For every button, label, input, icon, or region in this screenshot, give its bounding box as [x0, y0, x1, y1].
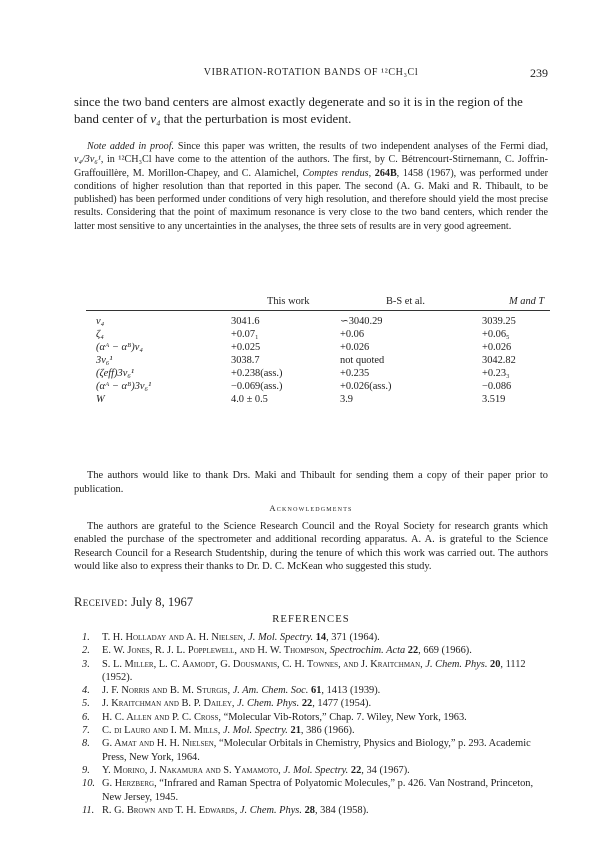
- intro-text-2: that the perturbation is most evident.: [160, 112, 352, 126]
- ref-number: 8.: [82, 738, 90, 750]
- ref-rest: “Molecular Orbitals in Chemistry, Physics and Biology,” p. 293. Academic Press, New York, 1964.: [102, 738, 531, 763]
- ref-rest: , 371 (1964).: [326, 632, 380, 643]
- note-journal: Comptes rendus: [302, 167, 369, 179]
- header-bs-et-al: B-S et al.: [386, 296, 425, 307]
- ref-rest: , 669 (1966).: [418, 645, 472, 657]
- fermi-diad: ν₄/3ν₆¹: [74, 154, 101, 166]
- value-cell: +0.025: [231, 342, 261, 353]
- ref-rest: “Molecular Vib-Rotors,” Chap. 7. Wiley, New York, 1963.: [220, 711, 467, 723]
- param-cell: 3ν₆¹: [96, 355, 113, 366]
- reference-item: [74, 804, 548, 817]
- table-row: [96, 341, 550, 354]
- ref-authors: J. Kraitchman and B. P. Dailey,: [102, 698, 235, 710]
- ref-authors: C. di Lauro and I. M. Mills,: [102, 725, 221, 737]
- references-heading: REFERENCES: [272, 614, 350, 625]
- table-row: [96, 393, 550, 406]
- header-this-work: This work: [267, 296, 310, 307]
- value-cell: +0.06₅: [482, 329, 510, 340]
- ref-rest: “Infrared and Raman Spectra of Polyatomic Molecules,” p. 426. Van Nostrand, Princeton, New Jersey, 1945.: [102, 778, 534, 803]
- param-cell: (αᴬ − αᴮ)3ν₆¹: [96, 381, 152, 392]
- param-cell: W: [96, 394, 105, 405]
- running-header: [74, 67, 548, 83]
- ref-journal: J. Chem. Phys.: [237, 698, 300, 710]
- thanks-paragraph: The authors would like to thank Drs. Maki and Thibault for sending them a copy of their paper prior to publication.: [74, 470, 548, 495]
- ref-journal: J. Chem. Phys.: [239, 804, 302, 816]
- ref-authors: R. G. Brown and T. H. Edwards,: [102, 804, 238, 816]
- table-row: [96, 367, 550, 380]
- ref-journal: J. Mol. Spectry.: [248, 632, 314, 643]
- ref-volume: 21: [290, 725, 301, 737]
- ref-journal: J. Mol. Spectry.: [283, 764, 349, 776]
- ref-authors: Y. Morino, J. Nakamura and S. Yamamoto,: [102, 764, 281, 776]
- value-cell: ∽3040.29: [340, 316, 383, 327]
- ref-authors: G. Amat and H. H. Nielsen,: [102, 738, 217, 750]
- value-cell: +0.235: [340, 368, 370, 379]
- note-volume: 264B: [374, 167, 397, 179]
- ref-number: 6.: [82, 711, 90, 723]
- reference-item: [74, 711, 548, 724]
- reference-item: [74, 631, 548, 644]
- header-m-and-t: M and T: [509, 296, 545, 307]
- ref-volume: 61: [311, 685, 322, 697]
- ref-rest: , 384 (1958).: [314, 804, 369, 816]
- value-cell: +0.06: [340, 329, 365, 340]
- received-label: Received:: [74, 595, 128, 609]
- ref-rest: , 1477 (1954).: [312, 698, 372, 710]
- intro-paragraph: [74, 94, 548, 128]
- note-added-in-proof: Note added in proof. Since this paper was written, the results of two independent analyses of the Fermi diad, ν₄/3ν₆¹, in ¹²CH₃Cl have come to the attention of the authors. The first, by C. Bétrencourt-Stirnemann, C. Joffrin-Graffouillère, M. Morillon-Chapey, and C. Alamichel, Comptes rendus, 264B, 1458 (1967), was performed under conditions of higher resolution than that reported in this paper. The second (A. G. Maki and R. Thibault, to be published) has been performed under conditions of very high resolution, and therefore should yield the most precise results. Considering that the point of maximum resonance is very close to the two band centers, which render the latter most sensitive to any uncertainties in the analyses, the three sets of results are in very good agreement.: [74, 141, 548, 232]
- value-cell: 3038.7: [231, 355, 260, 366]
- page-number: 239: [530, 66, 548, 80]
- reference-item: [74, 658, 548, 685]
- ref-number: 9.: [82, 764, 90, 776]
- table-row: [96, 354, 550, 367]
- ref-number: 4.: [82, 685, 90, 697]
- value-cell: 3042.82: [482, 355, 516, 366]
- value-cell: +0.23₃: [482, 368, 510, 379]
- acknowledgments-heading: Acknowledgments: [269, 503, 353, 513]
- received-line: [74, 595, 193, 610]
- reference-item: [74, 777, 548, 804]
- received-date: July 8, 1967: [131, 595, 194, 609]
- ref-journal: J. Mol. Spectry.: [222, 725, 288, 737]
- ref-authors: G. Herzberg,: [102, 778, 157, 790]
- table-header: [96, 296, 550, 310]
- note-text-3: , 1458 (1967), was performed under conditions of higher resolution than that reported in this paper. The second (A. G. Maki and R. Thibault, to be published) has been performed under conditions of very high resolution, and therefore should yield the most precise results. Considering that the point of maximum resonance is very close to the two band centers, which render the latter most sensitive to any uncertainties in the analyses, the three sets of results are in very good agreement.: [74, 167, 548, 232]
- acknowledgments-text: The authors are grateful to the Science Research Council and the Royal Society for research grants which enabled the purchase of the spectrometer and additional recording apparatus. A. A. is grateful to the Science Research Council for a Research Studentship, during the tenure of which this work was carried out. The authors would like also to express their thanks to Dr. D. C. McKean who suggested this study.: [74, 521, 548, 573]
- param-cell: (αᴬ − αᴮ)ν₄: [96, 342, 143, 353]
- value-cell: −0.069(ass.): [231, 381, 283, 392]
- value-cell: 3.519: [482, 394, 506, 405]
- ref-volume: 28: [304, 804, 315, 816]
- ref-number: 1.: [82, 632, 90, 643]
- table-row: [96, 328, 550, 341]
- ref-volume: 20: [490, 658, 501, 670]
- ref-number: 3.: [82, 658, 90, 670]
- ref-volume: 14: [315, 632, 327, 643]
- value-cell: 3.9: [340, 394, 353, 405]
- value-cell: +0.026: [482, 342, 512, 353]
- ref-rest: , 1413 (1939).: [321, 685, 381, 697]
- table-rule: [86, 310, 550, 311]
- param-cell: ν₄: [96, 316, 105, 327]
- ref-number: 11.: [82, 804, 95, 816]
- ref-journal: J. Am. Chem. Soc.: [232, 685, 309, 697]
- reference-item: [74, 697, 548, 710]
- reference-item: [74, 724, 548, 737]
- note-text-2: , in ¹²CH₃Cl have come to the attention of the authors. The first, by C. Bétrencourt-Stirnemann, C. Joffrin-Graffouillère, M. Morillon-Chapey, and C. Alamichel,: [74, 154, 548, 179]
- value-cell: 4.0 ± 0.5: [231, 394, 268, 405]
- value-cell: +0.026: [340, 342, 370, 353]
- intro-text-1: since the two band centers are almost exactly degenerate and so it is in the region of the band center of: [74, 95, 523, 126]
- ref-number: 5.: [82, 698, 90, 710]
- value-cell: +0.07₁: [231, 329, 259, 340]
- value-cell: −0.086: [482, 381, 512, 392]
- reference-item: [74, 684, 548, 697]
- param-cell: ζ₄: [96, 329, 104, 340]
- ref-authors: E. W. Jones, R. J. L. Popplewell, and H. W. Thompson,: [102, 645, 327, 657]
- ref-journal: Spectrochim. Acta: [329, 645, 406, 657]
- ref-journal: J. Chem. Phys.: [425, 658, 488, 670]
- param-cell: (ζeff)3ν₆¹: [96, 368, 135, 379]
- ref-volume: 22: [301, 698, 313, 710]
- ref-rest: , 386 (1966).: [300, 725, 355, 737]
- ref-number: 10.: [82, 778, 95, 790]
- note-text-1: Since this paper was written, the results of two independent analyses of the Fermi diad,: [174, 141, 548, 152]
- ref-volume: 22: [350, 764, 362, 776]
- nu4-symbol: ν₄: [150, 112, 161, 126]
- value-cell: 3041.6: [231, 316, 260, 327]
- ref-volume: 22: [407, 645, 419, 657]
- ref-number: 2.: [82, 645, 90, 657]
- value-cell: +0.238(ass.): [231, 368, 283, 379]
- running-title: VIBRATION-ROTATION BANDS OF ¹²CH₃Cl: [203, 67, 419, 78]
- note-label: Note added in proof.: [87, 141, 175, 152]
- reference-item: [74, 644, 548, 657]
- ref-authors: J. F. Norris and B. M. Sturgis,: [102, 685, 231, 697]
- ref-rest: , 34 (1967).: [361, 764, 410, 776]
- table-row: [96, 380, 550, 393]
- ref-authors: H. C. Allen and P. C. Cross,: [102, 711, 221, 723]
- ref-authors: T. H. Holladay and A. H. Nielsen,: [102, 632, 246, 643]
- reference-item: [74, 737, 548, 764]
- reference-list: [74, 631, 548, 817]
- ref-rest: , 1112 (1952).: [102, 658, 526, 683]
- value-cell: not quoted: [340, 355, 385, 366]
- comparison-table: [96, 296, 550, 406]
- ref-number: 7.: [82, 725, 90, 737]
- table-row: [96, 315, 550, 328]
- ref-authors: S. L. Miller, L. C. Aamodt, G. Dousmanis, C. H. Townes, and J. Kraitchman,: [102, 658, 423, 670]
- value-cell: 3039.25: [482, 316, 516, 327]
- value-cell: +0.026(ass.): [340, 381, 392, 392]
- reference-item: [74, 764, 548, 777]
